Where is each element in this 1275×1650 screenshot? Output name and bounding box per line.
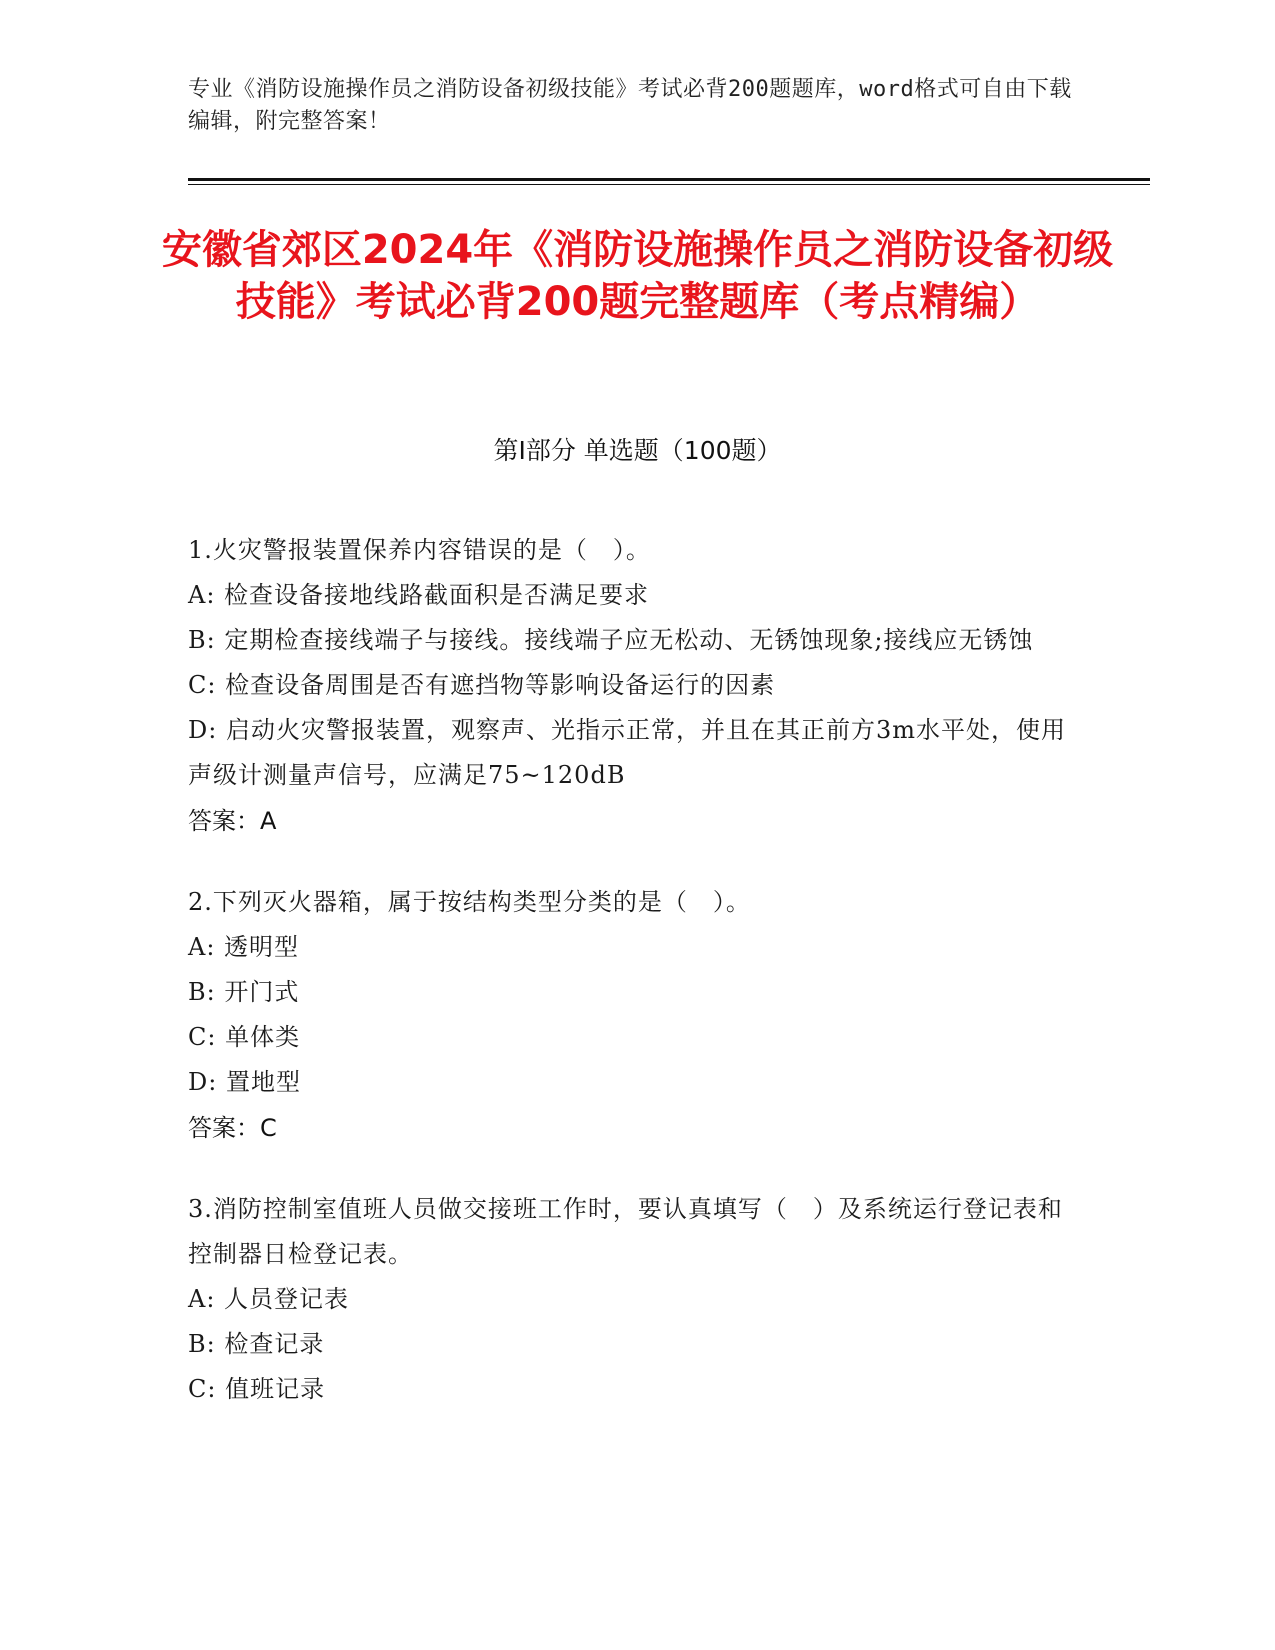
answer-line: 答案：A bbox=[188, 807, 277, 835]
option-d: D: 置地型 bbox=[188, 1068, 301, 1096]
header-divider-thick bbox=[188, 178, 1150, 181]
question-3 bbox=[188, 1187, 1068, 1412]
header-note: 专业《消防设施操作员之消防设备初级技能》考试必背200题题库，word格式可自由下载编辑，附完整答案！ bbox=[188, 77, 1072, 134]
option-c: C: 单体类 bbox=[188, 1023, 301, 1051]
option-a: A: 透明型 bbox=[188, 933, 300, 961]
question-stem: 3.消防控制室值班人员做交接班工作时，要认真填写（ ）及系统运行登记表和控制器日检登记表。 bbox=[188, 1195, 1063, 1268]
question-list bbox=[188, 528, 1068, 1448]
answer-line: 答案：C bbox=[188, 1114, 277, 1142]
section-heading: 第I部分 单选题（100题） bbox=[493, 436, 782, 465]
header-divider-thin bbox=[188, 184, 1150, 185]
option-b: B: 检查记录 bbox=[188, 1330, 325, 1358]
option-a: A: 检查设备接地线路截面积是否满足要求 bbox=[188, 581, 650, 609]
question-stem: 2.下列灭火器箱，属于按结构类型分类的是（ ）。 bbox=[188, 888, 751, 916]
document-title: 安徽省郊区2024年《消防设施操作员之消防设备初级技能》考试必背200题完整题库（考点精编） bbox=[161, 227, 1114, 325]
option-b: B: 开门式 bbox=[188, 978, 300, 1006]
option-c: C: 值班记录 bbox=[188, 1375, 326, 1403]
option-b: B: 定期检查接线端子与接线。接线端子应无松动、无锈蚀现象;接线应无锈蚀 bbox=[188, 626, 1034, 654]
question-1 bbox=[188, 528, 1068, 844]
option-c: C: 检查设备周围是否有遮挡物等影响设备运行的因素 bbox=[188, 671, 776, 699]
question-stem: 1.火灾警报装置保养内容错误的是（ ）。 bbox=[188, 536, 651, 564]
question-2 bbox=[188, 880, 1068, 1151]
option-a: A: 人员登记表 bbox=[188, 1285, 350, 1313]
option-d: D: 启动火灾警报装置，观察声、光指示正常，并且在其正前方3m水平处，使用声级计测量声信号，应满足75~120dB bbox=[188, 716, 1066, 789]
